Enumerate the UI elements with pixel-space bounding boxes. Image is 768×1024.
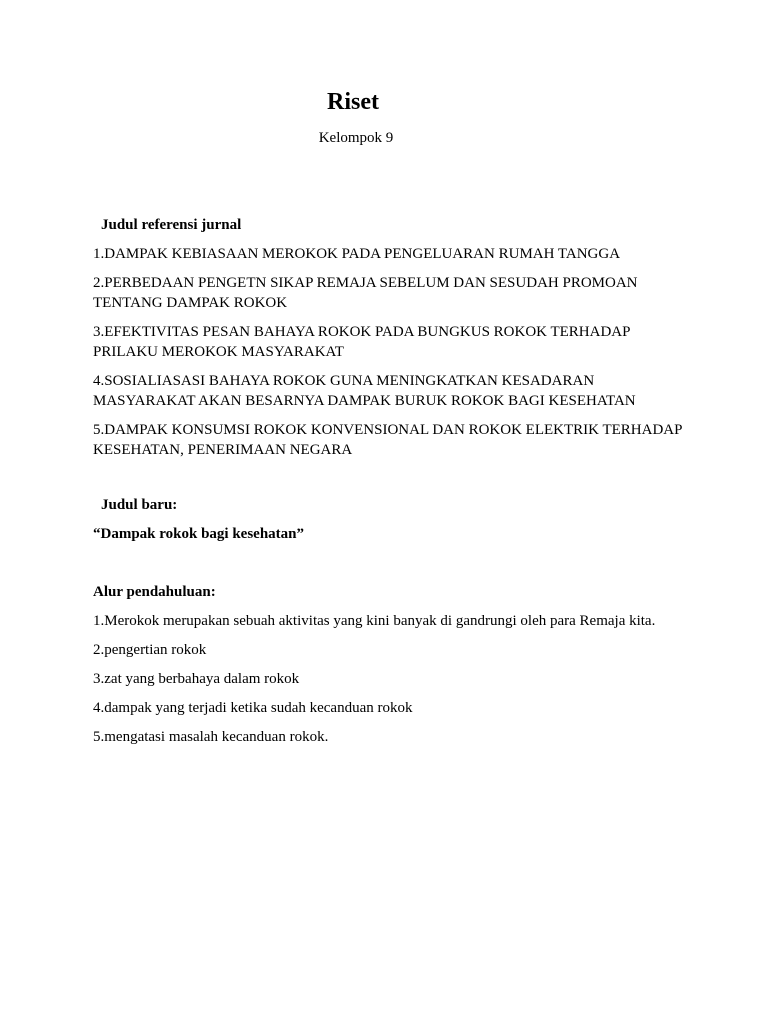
new-title-section — [93, 495, 683, 544]
intro-flow-section — [93, 582, 683, 747]
references-heading: Judul referensi jurnal — [101, 217, 242, 233]
intro-flow-item: 1.Merokok merupakan sebuah aktivitas yang kini banyak di gandrungi oleh para Remaja kita. — [93, 613, 656, 629]
document-subtitle: Kelompok 9 — [318, 130, 394, 146]
reference-item: 3.EFEKTIVITAS PESAN BAHAYA ROKOK PADA BUNGKUS ROKOK TERHADAP PRILAKU MEROKOK MASYARAKAT — [93, 324, 630, 360]
intro-flow-item: 4.dampak yang terjadi ketika sudah kecanduan rokok — [93, 700, 413, 716]
intro-flow-item: 5.mengatasi masalah kecanduan rokok. — [93, 729, 329, 745]
new-title-heading: Judul baru: — [101, 497, 178, 513]
intro-flow-item: 3.zat yang berbahaya dalam rokok — [93, 671, 300, 687]
intro-flow-item: 2.pengertian rokok — [93, 642, 207, 658]
intro-flow-heading: Alur pendahuluan: — [93, 584, 216, 600]
document-title: Riset — [327, 89, 379, 115]
reference-item: 2.PERBEDAAN PENGETN SIKAP REMAJA SEBELUM DAN SESUDAH PROMOAN TENTANG DAMPAK ROKOK — [93, 275, 638, 311]
reference-item: 4.SOSIALIASASI BAHAYA ROKOK GUNA MENINGKATKAN KESADARAN MASYARAKAT AKAN BESARNYA DAMPAK BURUK ROKOK BAGI KESEHATAN — [93, 373, 636, 409]
reference-item: 5.DAMPAK KONSUMSI ROKOK KONVENSIONAL DAN ROKOK ELEKTRIK TERHADAP KESEHATAN, PENERIMAAN NEGARA — [93, 422, 682, 458]
reference-item: 1.DAMPAK KEBIASAAN MEROKOK PADA PENGELUARAN RUMAH TANGGA — [93, 246, 621, 262]
new-title-text: “Dampak rokok bagi kesehatan” — [93, 526, 305, 542]
references-section — [93, 215, 683, 460]
